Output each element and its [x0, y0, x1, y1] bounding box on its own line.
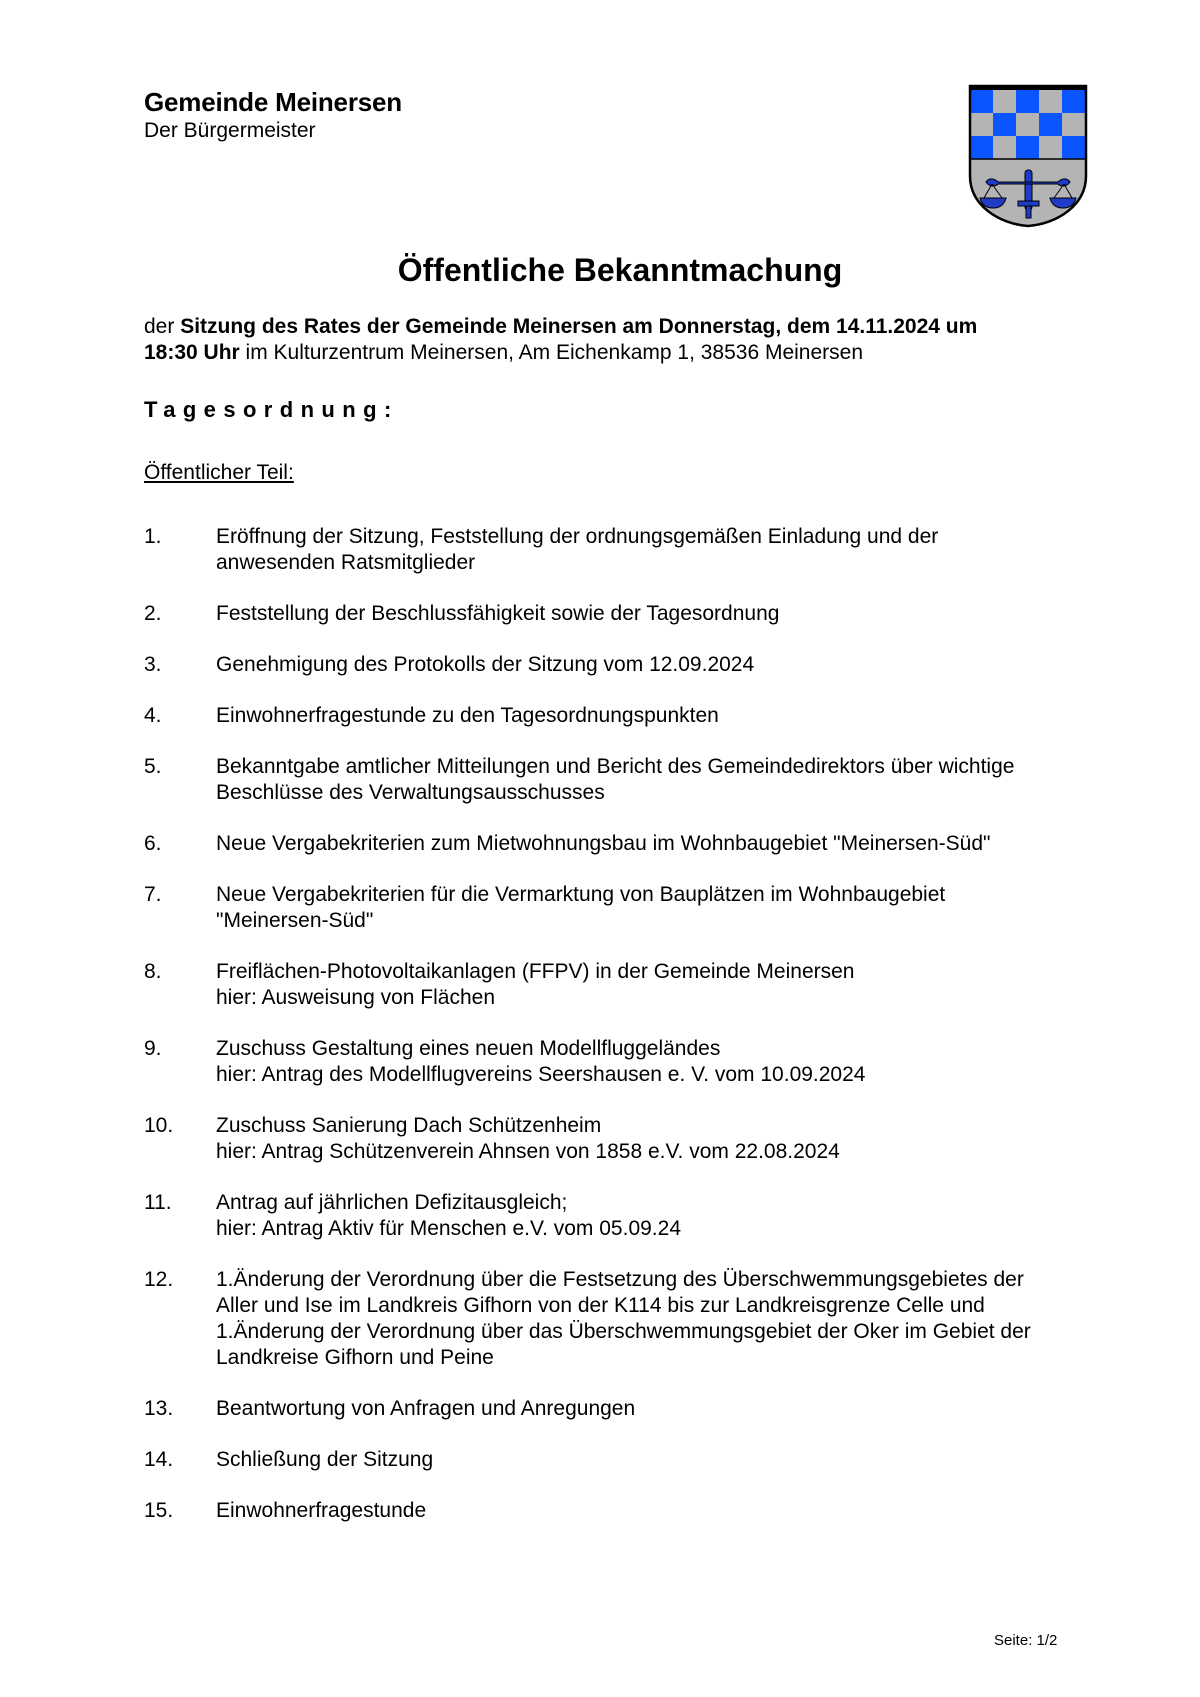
agenda-item — [144, 1036, 1104, 1088]
agenda-item-number: 11. — [144, 1191, 172, 1214]
intro-prefix: der — [144, 315, 181, 338]
agenda-item-number: 6. — [144, 832, 162, 855]
agenda-item-line: Neue Vergabekriterien zum Mietwohnungsbau im Wohnbaugebiet "Meinersen-Süd" — [216, 832, 991, 855]
agenda-item — [144, 1113, 1104, 1165]
agenda-item — [144, 882, 1104, 934]
agenda-item — [144, 754, 1104, 806]
agenda-item-text — [216, 652, 1104, 678]
agenda-item-line: hier: Antrag des Modellflugvereins Seershausen e. V. vom 10.09.2024 — [216, 1063, 866, 1086]
agenda-item-number: 12. — [144, 1268, 174, 1291]
coat-of-arms-icon — [968, 84, 1088, 228]
agenda-item-number: 1. — [144, 525, 162, 548]
agenda-item-line: 1.Änderung der Verordnung über das Überschwemmungsgebiet der Oker im Gebiet der — [216, 1320, 1031, 1343]
agenda-item-text — [216, 1190, 1104, 1242]
agenda-item-text — [216, 703, 1104, 729]
agenda-item-line: Landkreise Gifhorn und Peine — [216, 1346, 494, 1369]
agenda-item — [144, 1267, 1104, 1371]
agenda-item — [144, 601, 1104, 627]
agenda-item-number: 3. — [144, 653, 162, 676]
agenda-item-text — [216, 1447, 1104, 1473]
organization-name: Gemeinde Meinersen — [144, 87, 402, 117]
agenda-item — [144, 959, 1104, 1011]
agenda-item-line: Einwohnerfragestunde zu den Tagesordnungspunkten — [216, 704, 719, 727]
agenda-item-line: anwesenden Ratsmitglieder — [216, 551, 476, 574]
agenda-item-text — [216, 1396, 1104, 1422]
agenda-item — [144, 1396, 1104, 1422]
agenda-item-line: Zuschuss Sanierung Dach Schützenheim — [216, 1114, 602, 1137]
agenda-item-number: 13. — [144, 1397, 174, 1420]
agenda-item-text — [216, 959, 1104, 1011]
agenda-item-text — [216, 754, 1104, 806]
agenda-item-text — [216, 1267, 1104, 1371]
agenda-item-number: 8. — [144, 960, 162, 983]
intro-location: im Kulturzentrum Meinersen, Am Eichenkamp 1, 38536 Meinersen — [239, 341, 864, 364]
agenda-item-number: 4. — [144, 704, 162, 727]
letterhead — [144, 86, 402, 144]
meeting-intro — [144, 314, 1084, 366]
agenda-item-line: Freiflächen-Photovoltaikanlagen (FFPV) in der Gemeinde Meinersen — [216, 960, 855, 983]
agenda-item-line: Beantwortung von Anfragen und Anregungen — [216, 1397, 636, 1420]
page-number: Seite: 1/2 — [994, 1632, 1058, 1649]
agenda-item-text — [216, 1036, 1104, 1088]
agenda-list — [144, 524, 1104, 1549]
agenda-item-text — [216, 601, 1104, 627]
agenda-item — [144, 831, 1104, 857]
agenda-item-number: 5. — [144, 755, 162, 778]
agenda-item-line: Zuschuss Gestaltung eines neuen Modellfluggeländes — [216, 1037, 721, 1060]
agenda-item-line: 1.Änderung der Verordnung über die Festsetzung des Überschwemmungsgebietes der — [216, 1268, 1024, 1291]
agenda-item-number: 14. — [144, 1448, 174, 1471]
agenda-item-line: Genehmigung des Protokolls der Sitzung vom 12.09.2024 — [216, 653, 755, 676]
agenda-item-line: Eröffnung der Sitzung, Feststellung der ordnungsgemäßen Einladung und der — [216, 525, 939, 548]
agenda-item — [144, 652, 1104, 678]
agenda-item-text — [216, 831, 1104, 857]
agenda-item-number: 15. — [144, 1499, 174, 1522]
agenda-item-line: hier: Antrag Aktiv für Menschen e.V. vom 05.09.24 — [216, 1217, 681, 1240]
agenda-item-line: Feststellung der Beschlussfähigkeit sowie der Tagesordnung — [216, 602, 780, 625]
agenda-item-text — [216, 1113, 1104, 1165]
page-title: Öffentliche Bekanntmachung — [397, 252, 843, 288]
agenda-item-line: Schließung der Sitzung — [216, 1448, 434, 1471]
agenda-item-line: Neue Vergabekriterien für die Vermarktung von Bauplätzen im Wohnbaugebiet — [216, 883, 946, 906]
agenda-item-number: 9. — [144, 1037, 162, 1060]
agenda-item-text — [216, 524, 1104, 576]
organization-subtitle: Der Bürgermeister — [144, 119, 316, 142]
agenda-item-number: 7. — [144, 883, 162, 906]
agenda-item — [144, 1498, 1104, 1524]
agenda-item-line: Bekanntgabe amtlicher Mitteilungen und Bericht des Gemeindedirektors über wichtige — [216, 755, 1015, 778]
agenda-item-line: Antrag auf jährlichen Defizitausgleich; — [216, 1191, 568, 1214]
agenda-item-text — [216, 1498, 1104, 1524]
agenda-item-line: "Meinersen-Süd" — [216, 909, 374, 932]
agenda-item-text — [216, 882, 1104, 934]
intro-time-bold: 18:30 Uhr — [144, 341, 240, 364]
agenda-item-line: hier: Ausweisung von Flächen — [216, 986, 495, 1009]
agenda-heading: Tagesordnung: — [144, 397, 399, 422]
agenda-item-line: hier: Antrag Schützenverein Ahnsen von 1858 e.V. vom 22.08.2024 — [216, 1140, 840, 1163]
agenda-item — [144, 703, 1104, 729]
agenda-item-line: Aller und Ise im Landkreis Gifhorn von der K114 bis zur Landkreisgrenze Celle und — [216, 1294, 985, 1317]
agenda-item — [144, 1190, 1104, 1242]
agenda-item — [144, 1447, 1104, 1473]
agenda-item — [144, 524, 1104, 576]
intro-meeting-bold: Sitzung des Rates der Gemeinde Meinersen am Donnerstag, dem 14.11.2024 um — [180, 315, 978, 338]
agenda-item-line: Einwohnerfragestunde — [216, 1499, 427, 1522]
section-heading-public: Öffentlicher Teil: — [144, 461, 294, 484]
agenda-item-number: 10. — [144, 1114, 174, 1137]
agenda-item-line: Beschlüsse des Verwaltungsausschusses — [216, 781, 605, 804]
agenda-item-number: 2. — [144, 602, 162, 625]
